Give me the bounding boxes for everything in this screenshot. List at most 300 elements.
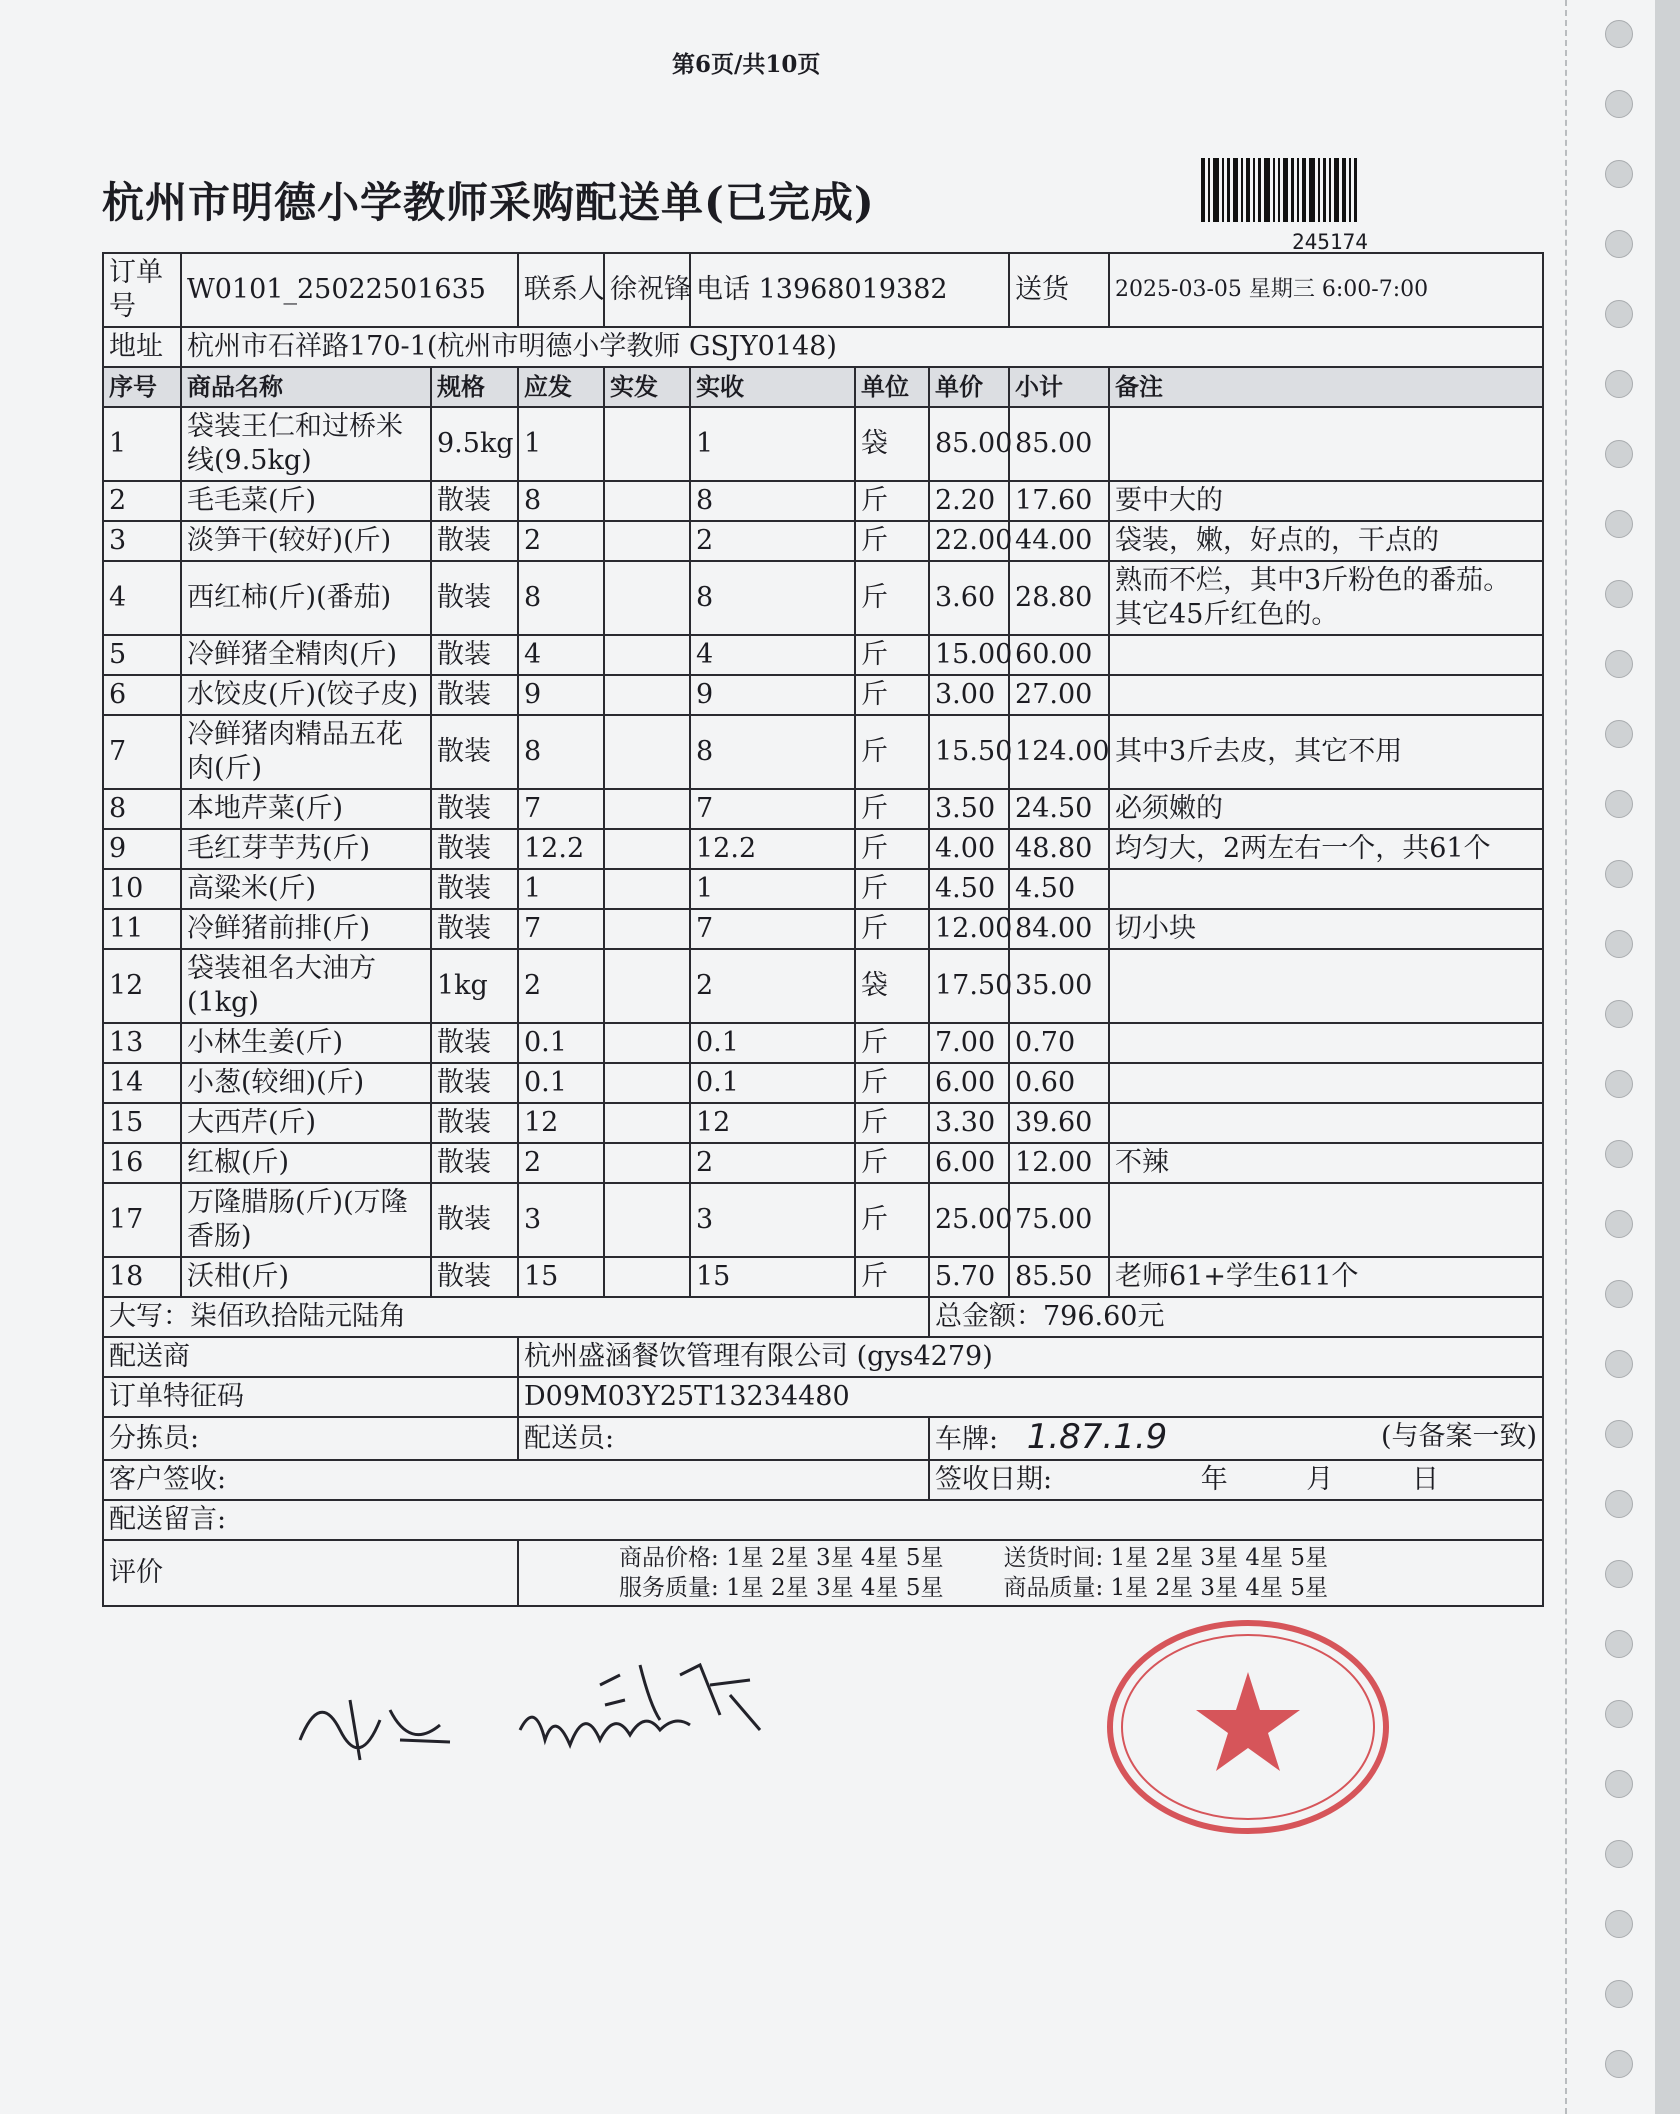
- item-no: 5: [103, 635, 181, 675]
- product-quality-stars[interactable]: 1星 2星 3星 4星 5星: [1110, 1575, 1328, 1601]
- item-sent: [604, 407, 690, 481]
- item-unit: 斤: [855, 1257, 929, 1297]
- item-price: 15.00: [929, 635, 1009, 675]
- barcode-bar: [1273, 158, 1275, 222]
- col-spec: 规格: [431, 367, 518, 407]
- feed-hole: [1605, 1910, 1633, 1938]
- item-note: 必须嫩的: [1109, 789, 1543, 829]
- item-sent: [604, 949, 690, 1023]
- phone-label: 电话: [696, 274, 750, 305]
- barcode-bar: [1253, 158, 1255, 222]
- item-name: 冷鲜猪肉精品五花肉(斤): [181, 715, 431, 789]
- item-unit: 斤: [855, 1063, 929, 1103]
- barcode-bar: [1233, 158, 1238, 222]
- col-note: 备注: [1109, 367, 1543, 407]
- supplier-label: 配送商: [103, 1337, 518, 1377]
- item-sent: [604, 1183, 690, 1257]
- item-received: 2: [690, 521, 855, 561]
- courier-label: 配送员:: [518, 1417, 929, 1460]
- item-spec: 散装: [431, 1183, 518, 1257]
- item-subtotal: 17.60: [1009, 481, 1109, 521]
- table-row: [103, 829, 1543, 869]
- item-sent: [604, 1023, 690, 1063]
- plate-note: (与备案一致): [1380, 1421, 1538, 1452]
- item-subtotal: 75.00: [1009, 1183, 1109, 1257]
- item-spec: 1kg: [431, 949, 518, 1023]
- item-spec: 散装: [431, 909, 518, 949]
- feed-hole: [1605, 720, 1633, 748]
- table-row: [103, 561, 1543, 635]
- item-spec: 散装: [431, 1257, 518, 1297]
- delivery-time: 2025-03-05 星期三 6:00-7:00: [1109, 253, 1543, 327]
- address-label: 地址: [103, 327, 181, 367]
- barcode-bar: [1208, 158, 1210, 222]
- item-note: [1109, 675, 1543, 715]
- phone-number: 13968019382: [758, 274, 948, 305]
- item-no: 8: [103, 789, 181, 829]
- table-row: [103, 1183, 1543, 1257]
- item-received: 8: [690, 481, 855, 521]
- item-no: 16: [103, 1143, 181, 1183]
- product-quality-label: 商品质量:: [1003, 1575, 1104, 1601]
- item-spec: 散装: [431, 1063, 518, 1103]
- col-sent: 实发: [604, 367, 690, 407]
- item-due: 1: [518, 869, 604, 909]
- courier-signature: [590, 1645, 790, 1735]
- item-unit: 斤: [855, 909, 929, 949]
- item-name: 毛毛菜(斤): [181, 481, 431, 521]
- table-row: [103, 869, 1543, 909]
- item-subtotal: 24.50: [1009, 789, 1109, 829]
- item-subtotal: 60.00: [1009, 635, 1109, 675]
- barcode-bar: [1246, 158, 1250, 222]
- item-subtotal: 85.00: [1009, 407, 1109, 481]
- item-no: 12: [103, 949, 181, 1023]
- item-name: 冷鲜猪全精肉(斤): [181, 635, 431, 675]
- order-table: [102, 252, 1544, 1607]
- barcode-bar: [1291, 158, 1294, 222]
- delivery-time-eval-label: 送货时间:: [1003, 1545, 1104, 1571]
- total-amount: 796.60元: [1043, 1301, 1165, 1332]
- item-due: 12.2: [518, 829, 604, 869]
- item-price: 6.00: [929, 1063, 1009, 1103]
- feed-hole: [1605, 790, 1633, 818]
- item-subtotal: 48.80: [1009, 829, 1109, 869]
- item-spec: 散装: [431, 1143, 518, 1183]
- item-note: [1109, 1183, 1543, 1257]
- item-price: 15.50: [929, 715, 1009, 789]
- item-name: 冷鲜猪前排(斤): [181, 909, 431, 949]
- barcode-bar: [1309, 158, 1315, 222]
- order-no: W0101_25022501635: [181, 253, 518, 327]
- item-spec: 散装: [431, 1023, 518, 1063]
- item-price: 3.30: [929, 1103, 1009, 1143]
- feed-hole: [1605, 1000, 1633, 1028]
- feed-hole: [1605, 1280, 1633, 1308]
- barcode-bar: [1334, 158, 1339, 222]
- col-name: 商品名称: [181, 367, 431, 407]
- supplier: 杭州盛涵餐饮管理有限公司 (gys4279): [518, 1337, 1543, 1377]
- contact-label: 联系人: [518, 253, 604, 327]
- item-name: 袋装祖名大油方(1kg): [181, 949, 431, 1023]
- item-due: 7: [518, 789, 604, 829]
- item-unit: 斤: [855, 561, 929, 635]
- item-no: 10: [103, 869, 181, 909]
- feed-hole: [1605, 510, 1633, 538]
- customer-sign-label: 客户签收:: [103, 1460, 929, 1500]
- supplier-row: [103, 1337, 1543, 1377]
- item-note: [1109, 407, 1543, 481]
- item-subtotal: 0.70: [1009, 1023, 1109, 1063]
- item-no: 18: [103, 1257, 181, 1297]
- item-price: 3.60: [929, 561, 1009, 635]
- perforation-line: [1565, 0, 1568, 2114]
- feed-hole: [1605, 1980, 1633, 2008]
- item-price: 7.00: [929, 1023, 1009, 1063]
- feed-hole: [1605, 300, 1633, 328]
- plate-label: 车牌:: [935, 1424, 999, 1455]
- barcode-bar: [1302, 158, 1306, 222]
- table-row: [103, 1103, 1543, 1143]
- item-note: 熟而不烂，其中3斤粉色的番茄。其它45斤红色的。: [1109, 561, 1543, 635]
- item-due: 8: [518, 715, 604, 789]
- feed-hole: [1605, 650, 1633, 678]
- item-sent: [604, 829, 690, 869]
- feed-hole: [1605, 2050, 1633, 2078]
- item-note: [1109, 1063, 1543, 1103]
- customer-signature-1: [290, 1680, 460, 1770]
- date-day: 日: [1411, 1464, 1439, 1495]
- item-due: 3: [518, 1183, 604, 1257]
- item-sent: [604, 481, 690, 521]
- item-note: [1109, 949, 1543, 1023]
- customer-sign-row: [103, 1460, 1543, 1500]
- item-price: 85.00: [929, 407, 1009, 481]
- plate-handwritten: 1.87.1.9: [1026, 1417, 1168, 1457]
- item-received: 2: [690, 949, 855, 1023]
- item-due: 8: [518, 561, 604, 635]
- plate-cell: [929, 1417, 1543, 1460]
- item-sent: [604, 561, 690, 635]
- item-received: 12.2: [690, 829, 855, 869]
- product-price-label: 商品价格:: [619, 1545, 719, 1571]
- address-row: [103, 327, 1543, 367]
- col-unit: 单位: [855, 367, 929, 407]
- sign-date-cell: [929, 1460, 1543, 1500]
- barcode-bar: [1297, 158, 1299, 222]
- item-received: 0.1: [690, 1023, 855, 1063]
- feed-hole: [1605, 1210, 1633, 1238]
- feed-hole: [1605, 1840, 1633, 1868]
- item-due: 2: [518, 1143, 604, 1183]
- item-sent: [604, 789, 690, 829]
- item-subtotal: 35.00: [1009, 949, 1109, 1023]
- item-unit: 袋: [855, 407, 929, 481]
- item-unit: 斤: [855, 715, 929, 789]
- order-no-label: 订单号: [103, 253, 181, 327]
- feed-hole: [1605, 90, 1633, 118]
- table-row: [103, 1063, 1543, 1103]
- item-name: 大西芹(斤): [181, 1103, 431, 1143]
- item-spec: 散装: [431, 1103, 518, 1143]
- table-row: [103, 1257, 1543, 1297]
- address: 杭州市石祥路170-1(杭州市明德小学教师 GSJY0148): [181, 327, 1543, 367]
- item-due: 2: [518, 521, 604, 561]
- item-spec: 散装: [431, 635, 518, 675]
- barcode-bar: [1241, 158, 1243, 222]
- item-price: 3.50: [929, 789, 1009, 829]
- item-name: 袋装王仁和过桥米线(9.5kg): [181, 407, 431, 481]
- feature-code: D09M03Y25T13234480: [518, 1377, 1543, 1417]
- item-sent: [604, 675, 690, 715]
- evaluation-ratings: [518, 1540, 1543, 1606]
- item-due: 9: [518, 675, 604, 715]
- barcode-bar: [1323, 158, 1326, 222]
- item-received: 12: [690, 1103, 855, 1143]
- item-no: 2: [103, 481, 181, 521]
- contact-name: 徐祝锋: [604, 253, 690, 327]
- item-sent: [604, 869, 690, 909]
- item-subtotal: 0.60: [1009, 1063, 1109, 1103]
- item-name: 本地芹菜(斤): [181, 789, 431, 829]
- item-note: [1109, 635, 1543, 675]
- message-label: 配送留言:: [103, 1500, 1543, 1540]
- feed-hole: [1605, 20, 1633, 48]
- item-sent: [604, 1103, 690, 1143]
- feed-hole: [1605, 1770, 1633, 1798]
- table-row: [103, 675, 1543, 715]
- table-row: [103, 789, 1543, 829]
- item-unit: 斤: [855, 1183, 929, 1257]
- product-price-stars[interactable]: 1星 2星 3星 4星 5星: [726, 1545, 944, 1571]
- sign-date-label: 签收日期:: [935, 1464, 1053, 1495]
- feature-code-label: 订单特征码: [103, 1377, 518, 1417]
- barcode-bar: [1342, 158, 1346, 222]
- item-no: 14: [103, 1063, 181, 1103]
- item-price: 2.20: [929, 481, 1009, 521]
- item-spec: 散装: [431, 481, 518, 521]
- feed-hole: [1605, 1140, 1633, 1168]
- service-quality-stars[interactable]: 1星 2星 3星 4星 5星: [726, 1575, 944, 1601]
- item-received: 8: [690, 715, 855, 789]
- item-due: 1: [518, 407, 604, 481]
- item-no: 4: [103, 561, 181, 635]
- item-no: 9: [103, 829, 181, 869]
- item-due: 7: [518, 909, 604, 949]
- item-price: 22.00: [929, 521, 1009, 561]
- item-spec: 散装: [431, 829, 518, 869]
- item-note: 切小块: [1109, 909, 1543, 949]
- column-header-row: [103, 367, 1543, 407]
- item-name: 红椒(斤): [181, 1143, 431, 1183]
- item-received: 7: [690, 909, 855, 949]
- item-subtotal: 84.00: [1009, 909, 1109, 949]
- feed-hole: [1605, 1420, 1633, 1448]
- page-number: 第6页/共10页: [672, 51, 821, 78]
- col-no: 序号: [103, 367, 181, 407]
- feed-hole: [1605, 1630, 1633, 1658]
- item-sent: [604, 715, 690, 789]
- feed-hole: [1605, 580, 1633, 608]
- item-no: 11: [103, 909, 181, 949]
- item-unit: 袋: [855, 949, 929, 1023]
- item-subtotal: 44.00: [1009, 521, 1109, 561]
- item-received: 0.1: [690, 1063, 855, 1103]
- item-note: 老师61+学生611个: [1109, 1257, 1543, 1297]
- item-unit: 斤: [855, 829, 929, 869]
- totals-row: [103, 1297, 1543, 1337]
- item-no: 7: [103, 715, 181, 789]
- item-due: 12: [518, 1103, 604, 1143]
- table-row: [103, 481, 1543, 521]
- item-spec: 散装: [431, 789, 518, 829]
- items-body: [103, 407, 1543, 1297]
- item-name: 毛红芽芋艿(斤): [181, 829, 431, 869]
- item-unit: 斤: [855, 1103, 929, 1143]
- item-no: 6: [103, 675, 181, 715]
- feed-hole: [1605, 1070, 1633, 1098]
- item-sent: [604, 1257, 690, 1297]
- item-unit: 斤: [855, 481, 929, 521]
- delivery-stamp: [1103, 1614, 1393, 1840]
- barcode-bar: [1349, 158, 1351, 222]
- order-info-row: [103, 253, 1543, 327]
- item-price: 3.00: [929, 675, 1009, 715]
- item-due: 4: [518, 635, 604, 675]
- item-unit: 斤: [855, 1143, 929, 1183]
- item-no: 17: [103, 1183, 181, 1257]
- tractor-feed-holes: [1605, 20, 1645, 2080]
- barcode-bar: [1329, 158, 1331, 222]
- delivery-label: 送货: [1009, 253, 1109, 327]
- item-no: 13: [103, 1023, 181, 1063]
- item-name: 高粱米(斤): [181, 869, 431, 909]
- delivery-time-stars[interactable]: 1星 2星 3星 4星 5星: [1110, 1545, 1328, 1571]
- item-subtotal: 28.80: [1009, 561, 1109, 635]
- barcode-bar: [1222, 158, 1224, 222]
- item-received: 1: [690, 869, 855, 909]
- capital-amount: 柒佰玖拾陆元陆角: [190, 1301, 406, 1332]
- evaluation-row: [103, 1540, 1543, 1606]
- item-no: 3: [103, 521, 181, 561]
- barcode-bar: [1278, 158, 1280, 222]
- feed-hole: [1605, 160, 1633, 188]
- item-price: 4.00: [929, 829, 1009, 869]
- item-due: 8: [518, 481, 604, 521]
- barcode: [1201, 158, 1467, 222]
- item-spec: 散装: [431, 521, 518, 561]
- feed-hole: [1605, 1350, 1633, 1378]
- item-sent: [604, 1143, 690, 1183]
- item-name: 小葱(较细)(斤): [181, 1063, 431, 1103]
- feed-hole: [1605, 1700, 1633, 1728]
- item-unit: 斤: [855, 635, 929, 675]
- item-no: 1: [103, 407, 181, 481]
- item-spec: 散装: [431, 561, 518, 635]
- item-subtotal: 124.00: [1009, 715, 1109, 789]
- item-spec: 散装: [431, 675, 518, 715]
- col-subtotal: 小计: [1009, 367, 1109, 407]
- item-price: 5.70: [929, 1257, 1009, 1297]
- item-due: 0.1: [518, 1063, 604, 1103]
- item-price: 4.50: [929, 869, 1009, 909]
- col-price: 单价: [929, 367, 1009, 407]
- item-price: 12.00: [929, 909, 1009, 949]
- item-note: 均匀大，2两左右一个，共61个: [1109, 829, 1543, 869]
- item-name: 沃柑(斤): [181, 1257, 431, 1297]
- feed-hole: [1605, 1490, 1633, 1518]
- feed-hole: [1605, 930, 1633, 958]
- sorter-label: 分拣员:: [103, 1417, 518, 1460]
- item-received: 9: [690, 675, 855, 715]
- item-price: 25.00: [929, 1183, 1009, 1257]
- table-row: [103, 909, 1543, 949]
- item-unit: 斤: [855, 789, 929, 829]
- feed-hole: [1605, 860, 1633, 888]
- staff-row: [103, 1417, 1543, 1460]
- item-spec: 9.5kg: [431, 407, 518, 481]
- item-no: 15: [103, 1103, 181, 1143]
- feed-hole: [1605, 440, 1633, 468]
- service-quality-label: 服务质量:: [619, 1575, 719, 1601]
- item-note: 不辣: [1109, 1143, 1543, 1183]
- item-received: 3: [690, 1183, 855, 1257]
- item-note: 要中大的: [1109, 481, 1543, 521]
- barcode-bar: [1354, 158, 1357, 222]
- capital-label: 大写：: [109, 1301, 190, 1332]
- item-due: 0.1: [518, 1023, 604, 1063]
- item-sent: [604, 521, 690, 561]
- item-name: 水饺皮(斤)(饺子皮): [181, 675, 431, 715]
- item-name: 小林生姜(斤): [181, 1023, 431, 1063]
- item-subtotal: 39.60: [1009, 1103, 1109, 1143]
- item-note: [1109, 869, 1543, 909]
- item-sent: [604, 1063, 690, 1103]
- item-sent: [604, 635, 690, 675]
- barcode-bar: [1227, 158, 1230, 222]
- item-received: 8: [690, 561, 855, 635]
- item-due: 2: [518, 949, 604, 1023]
- feed-hole: [1605, 370, 1633, 398]
- item-name: 西红柿(斤)(番茄): [181, 561, 431, 635]
- phone-cell: [690, 253, 1009, 327]
- item-subtotal: 27.00: [1009, 675, 1109, 715]
- item-price: 17.50: [929, 949, 1009, 1023]
- item-unit: 斤: [855, 521, 929, 561]
- item-name: 万隆腊肠(斤)(万隆香肠): [181, 1183, 431, 1257]
- table-row: [103, 1143, 1543, 1183]
- item-price: 6.00: [929, 1143, 1009, 1183]
- date-month: 月: [1306, 1464, 1334, 1495]
- capital-amount-cell: [103, 1297, 929, 1337]
- item-unit: 斤: [855, 675, 929, 715]
- item-sent: [604, 909, 690, 949]
- col-due: 应发: [518, 367, 604, 407]
- feed-hole: [1605, 1560, 1633, 1588]
- item-subtotal: 4.50: [1009, 869, 1109, 909]
- item-received: 2: [690, 1143, 855, 1183]
- item-received: 4: [690, 635, 855, 675]
- barcode-number: 245174: [1292, 230, 1368, 254]
- feed-hole: [1605, 230, 1633, 258]
- item-note: [1109, 1023, 1543, 1063]
- evaluation-label: 评价: [103, 1540, 518, 1606]
- item-received: 7: [690, 789, 855, 829]
- item-note: 其中3斤去皮，其它不用: [1109, 715, 1543, 789]
- barcode-bar: [1318, 158, 1320, 222]
- document-title: 杭州市明德小学教师采购配送单(已完成): [102, 178, 875, 227]
- feature-code-row: [103, 1377, 1543, 1417]
